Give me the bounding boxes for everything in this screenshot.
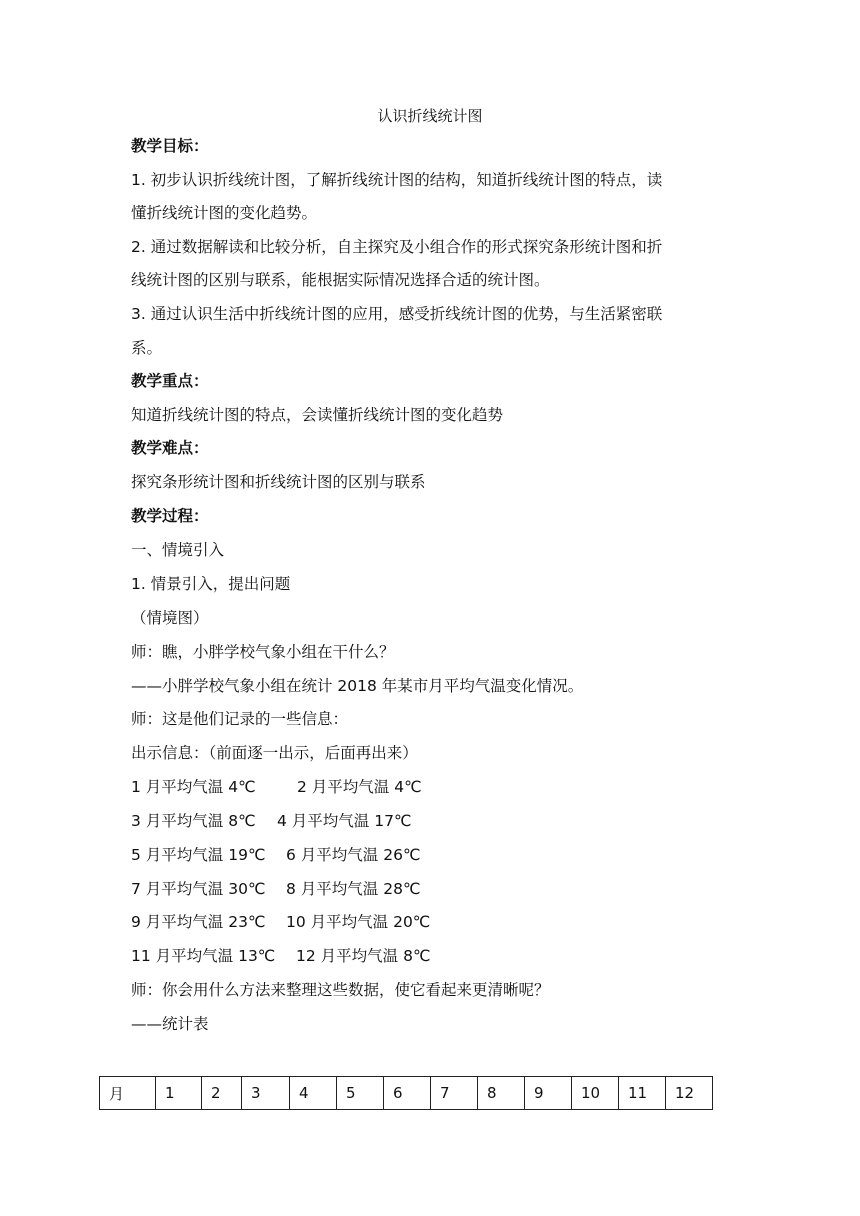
- table-cell: 10: [572, 1077, 619, 1110]
- table-cell: 4: [290, 1077, 337, 1110]
- difficulty-text: 探究条形统计图和折线统计图的区别与联系: [131, 473, 426, 491]
- table-cell: 11: [619, 1077, 666, 1110]
- goal-1-line-1: 1. 初步认识折线统计图，了解折线统计图的结构，知道折线统计图的特点，读: [131, 171, 663, 189]
- answer-3: ——统计表: [131, 1015, 209, 1033]
- table-cell: 5: [337, 1077, 384, 1110]
- key-heading: 教学重点：: [131, 372, 209, 390]
- temp-item: 12 月平均气温 8℃: [296, 947, 431, 965]
- temp-item: 1 月平均气温 4℃: [131, 778, 256, 796]
- table-header-cell: 月: [100, 1077, 156, 1110]
- answer-1: ——小胖学校气象小组在统计 2018 年某市月平均气温变化情况。: [131, 677, 584, 695]
- teacher-question-2: 师：这是他们记录的一些信息：: [131, 710, 349, 728]
- goal-2-line-1: 2. 通过数据解读和比较分析，自主探究及小组合作的形式探究条形统计图和折: [131, 238, 663, 256]
- goals-heading: 教学目标：: [131, 137, 209, 155]
- table-cell: 9: [525, 1077, 572, 1110]
- table-cell: 6: [384, 1077, 431, 1110]
- table-row: [100, 1077, 713, 1110]
- goal-3-line-2: 系。: [131, 339, 163, 357]
- info-note: 出示信息：（前面逐一出示，后面再出来）: [131, 744, 418, 762]
- table-cell: 7: [431, 1077, 478, 1110]
- temp-row: [131, 912, 741, 932]
- temp-item: 9 月平均气温 23℃: [131, 913, 266, 931]
- table-cell: 1: [156, 1077, 202, 1110]
- teacher-question-1: 师：瞧，小胖学校气象小组在干什么？: [131, 643, 395, 661]
- temp-row: [131, 777, 741, 797]
- goal-2-line-2: 线统计图的区别与联系，能根据实际情况选择合适的统计图。: [131, 271, 550, 289]
- table-cell: 12: [666, 1077, 713, 1110]
- temp-item: 4 月平均气温 17℃: [277, 812, 412, 830]
- temp-row: [131, 946, 741, 966]
- goal-3-line-1: 3. 通过认识生活中折线统计图的应用，感受折线统计图的优势，与生活紧密联: [131, 305, 663, 323]
- table-cell: 2: [202, 1077, 242, 1110]
- temp-item: 2 月平均气温 4℃: [297, 778, 422, 796]
- section-1-heading: 一、情境引入: [131, 541, 225, 559]
- table-cell: 8: [478, 1077, 525, 1110]
- temp-item: 7 月平均气温 30℃: [131, 880, 266, 898]
- temp-item: 3 月平均气温 8℃: [131, 812, 256, 830]
- teacher-question-3: 师：你会用什么方法来整理这些数据，使它看起来更清晰呢？: [131, 981, 550, 999]
- temp-item: 6 月平均气温 26℃: [286, 846, 421, 864]
- temp-item: 5 月平均气温 19℃: [131, 846, 266, 864]
- process-heading: 教学过程：: [131, 507, 209, 525]
- key-text: 知道折线统计图的特点，会读懂折线统计图的变化趋势: [131, 406, 504, 424]
- goal-1-line-2: 懂折线统计图的变化趋势。: [131, 204, 318, 222]
- temp-row: [131, 879, 741, 899]
- temp-item: 8 月平均气温 28℃: [286, 880, 421, 898]
- table-cell: 3: [242, 1077, 290, 1110]
- page-title: 认识折线统计图: [377, 107, 483, 125]
- month-stats-table: [99, 1076, 713, 1110]
- temp-row: [131, 811, 741, 831]
- scene-note: （情境图）: [131, 609, 209, 627]
- temp-item: 11 月平均气温 13℃: [131, 947, 276, 965]
- difficulty-heading: 教学难点：: [131, 439, 209, 457]
- temp-row: [131, 845, 741, 865]
- temp-item: 10 月平均气温 20℃: [286, 913, 431, 931]
- step-1-heading: 1. 情景引入，提出问题: [131, 575, 291, 593]
